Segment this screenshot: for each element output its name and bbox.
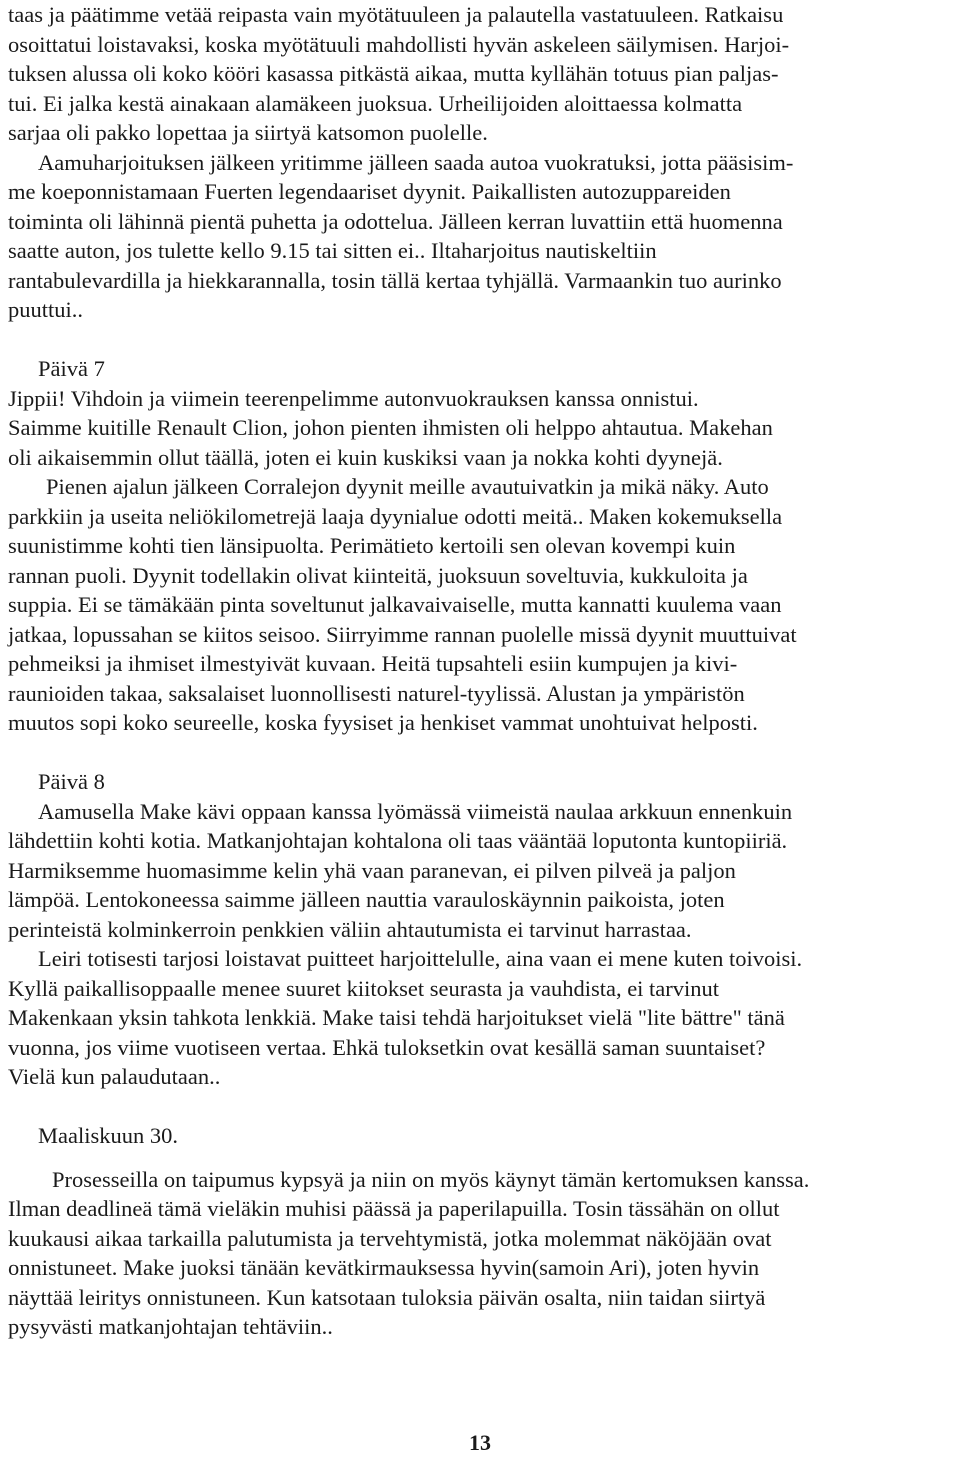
section-spacer — [8, 1092, 958, 1122]
text-line: kuukausi aikaa tarkailla palutumista ja tervehtymistä, jotka molemmat näköjään ovat — [8, 1225, 772, 1251]
page-number: 13 — [469, 1430, 491, 1455]
text-line: Ilman deadlineä tämä vieläkin muhisi päässä ja paperilapuilla. Tosin tässähän on ollut — [8, 1196, 780, 1221]
text-line: lähdettiin kohti kotia. Matkanjohtajan kohtalona oli taas vääntää loputonta kuntopiiriä. — [8, 828, 788, 853]
text-line: taas ja päätimme vetää reipasta vain myötätuuleen ja palautella vastatuuleen. Ratkaisu — [8, 2, 784, 27]
section-heading: Päivä 7 — [38, 356, 105, 381]
march30-section — [8, 1121, 958, 1342]
intro-paragraphs — [8, 0, 958, 325]
text-line: näyttää leiritys onnistuneen. Kun katsotaan tuloksia päivän osalta, niin taidan siirtyä — [8, 1284, 766, 1310]
text-line: raunioiden takaa, saksalaiset luonnollisesti naturel-tyylissä. Alustan ja ympäristön — [8, 680, 745, 706]
text-line: Jippii! Vihdoin ja viimein teerenpelimme autonvuokrauksen kanssa onnistui. — [8, 385, 699, 411]
text-line: vuonna, jos viime vuotiseen vertaa. Ehkä tuloksetkin ovat kesällä saman suuntaiset? — [8, 1034, 766, 1060]
text-line: onnistuneet. Make juoksi tänään kevätkirmauksessa hyvin(samoin Ari), joten hyvin — [8, 1255, 760, 1280]
text-line: tui. Ei jalka kestä ainakaan alamäkeen juoksua. Urheilijoiden aloittaessa kolmatta — [8, 90, 743, 116]
text-line: Kyllä paikallisoppaalle menee suuret kiitokset seurasta ja vauhdista, ei tarvinut — [8, 975, 720, 1001]
text-line: jatkaa, lopussahan se kiitos seisoo. Siirryimme rannan puolelle missä dyynit muuttuivat — [8, 621, 797, 647]
text-line: Leiri totisesti tarjosi loistavat puitteet harjoittelulle, aina vaan ei mene kuten toivoisi. — [38, 946, 803, 971]
day7-section — [8, 354, 958, 738]
text-line: rannan puoli. Dyynit todellakin olivat kiinteitä, juoksuun soveltuvia, kukkuloita ja — [8, 562, 748, 588]
text-line: tuksen alussa oli koko kööri kasassa pitkästä aikaa, mutta kyllähän totuus pian paljas- — [8, 61, 779, 86]
text-line: Saimme kuitille Renault Clion, johon pienten ihmisten oli helppo ahtautua. Makehan — [8, 415, 773, 440]
text-line: suunistimme kohti tien länsipuolta. Perimätieto kertoili sen olevan kovempi kuin — [8, 533, 736, 558]
text-line: perinteistä kolminkerroin penkkien väliin ahtautumista ei tarvinut harrastaa. — [8, 916, 692, 942]
text-line: me koeponnistamaan Fuerten legendaariset dyynit. Paikallisten autozuppareiden — [8, 179, 731, 204]
section-heading: Päivä 8 — [38, 769, 105, 794]
text-line: sarjaa oli pakko lopettaa ja siirtyä katsomon puolelle. — [8, 120, 488, 145]
document-page — [8, 0, 958, 1342]
text-line: parkkiin ja useita neliökilometrejä laaja dyynialue odotti meitä.. Maken kokemuksella — [8, 503, 783, 529]
heading-spacer — [8, 1151, 958, 1165]
text-line: lämpöä. Lentokoneessa saimme jälleen nauttia varauloskäynnin paikoista, joten — [8, 887, 725, 912]
text-line: Aamusella Make kävi oppaan kanssa lyömässä viimeistä naulaa arkkuun ennenkuin — [38, 798, 793, 824]
text-line: Vielä kun palaudutaan.. — [8, 1064, 221, 1089]
text-line: suppia. Ei se tämäkään pinta soveltunut jalkavaivaiselle, mutta kannatti kuulema vaan — [8, 592, 782, 617]
text-line: oli aikaisemmin ollut täällä, joten ei kuin kuskiksi vaan ja nokka kohti dyynejä. — [8, 444, 723, 470]
text-line: Prosesseilla on taipumus kypsyä ja niin on myös käynyt tämän kertomuksen kanssa. — [52, 1166, 810, 1192]
text-line: pysyvästi matkanjohtajan tehtäviin.. — [8, 1314, 333, 1339]
text-line: rantabulevardilla ja hiekkarannalla, tosin tällä kertaa tyhjällä. Varmaankin tuo aurinko — [8, 267, 782, 293]
text-line: Makenkaan yksin tahkota lenkkiä. Make taisi tehdä harjoitukset vielä "lite bättre" tänä — [8, 1005, 785, 1030]
text-line: Aamuharjoituksen jälkeen yritimme jälleen saada autoa vuokratuksi, jotta pääsisim- — [38, 149, 794, 175]
text-line: muutos sopi koko seureelle, koska fyysiset ja henkiset vammat unohtuivat helposti. — [8, 710, 758, 735]
text-line: saatte auton, jos tulette kello 9.15 tai sitten ei.. Iltaharjoitus nautiskeltiin — [8, 238, 657, 263]
day8-section — [8, 767, 958, 1092]
section-spacer — [8, 325, 958, 355]
text-line: Pienen ajalun jälkeen Corralejon dyynit meille avautuivatkin ja mikä näky. Auto — [46, 474, 769, 499]
text-line: osoittatui loistavaksi, koska myötätuuli mahdollisti hyvän askeleen säilymisen. Harjoi- — [8, 31, 790, 57]
section-spacer — [8, 738, 958, 768]
section-heading: Maaliskuun 30. — [38, 1123, 178, 1148]
text-line: puuttui.. — [8, 297, 84, 322]
text-line: pehmeiksi ja ihmiset ilmestyivät kuvaan. Heitä tupsahteli esiin kumpujen ja kivi- — [8, 651, 738, 676]
text-line: Harmiksemme huomasimme kelin yhä vaan paranevan, ei pilven pilveä ja paljon — [8, 857, 736, 883]
text-line: toiminta oli lähinnä pientä puhetta ja odottelua. Jälleen kerran luvattiin että huomenna — [8, 208, 783, 234]
